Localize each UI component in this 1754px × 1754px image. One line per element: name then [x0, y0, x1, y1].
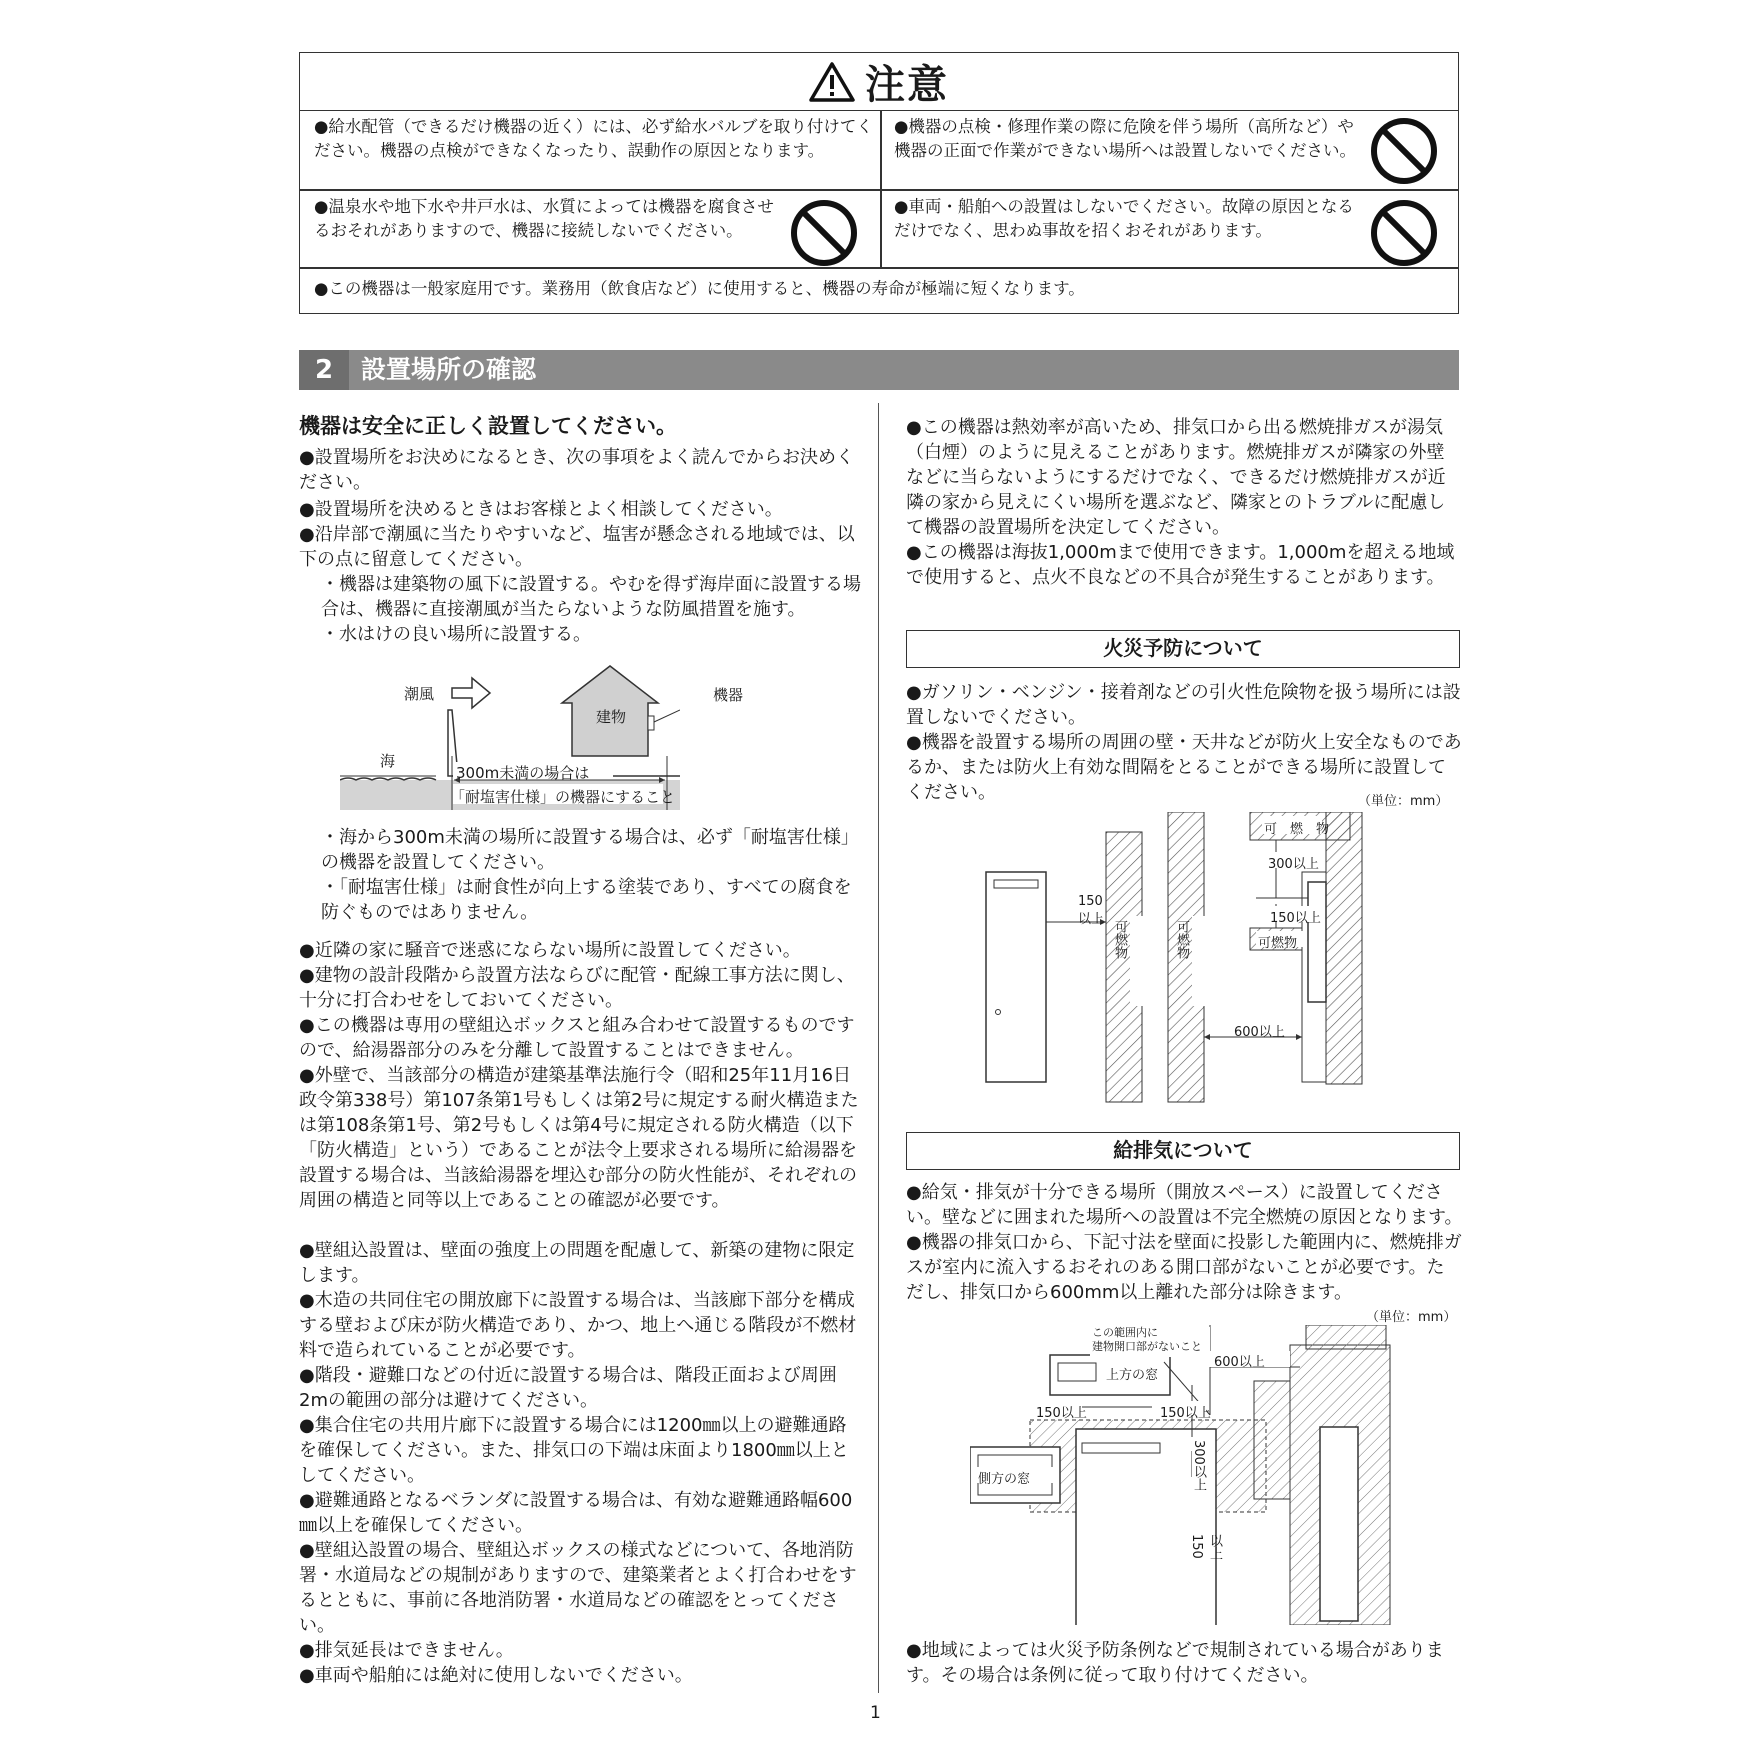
dimension-label: 150 — [1078, 894, 1103, 909]
dimension-label: 600以上 — [1214, 1355, 1265, 1370]
dimension-label: 以上 — [1207, 1534, 1222, 1560]
divider — [300, 267, 1458, 269]
prohibition-icon — [790, 199, 858, 267]
paragraph: ●この機器は熱効率が高いため、排気口から出る燃焼排ガスが湯気（白煙）のように見えることがあります。燃焼排ガスが隣家の外壁などに当らないようにするだけでなく、できるだけ燃焼排ガスが近隣の家から見えにくい場所を選ぶなど、隣家とのトラブルに配慮して機器の設置場所を決定してください。 — [906, 417, 1446, 538]
paragraph: ●集合住宅の共用片廊下に設置する場合には1200㎜以上の避難通路を確保してください。また、排気口の下端は床面より1800㎜以上としてください。 — [299, 1415, 849, 1486]
upper-window-label: 上方の窓 — [1106, 1368, 1159, 1383]
diagram-label-device: 機器 — [713, 686, 744, 704]
section-header — [299, 350, 1459, 390]
caution-title: 注意 — [865, 62, 949, 108]
paragraph: ●階段・避難口などの付近に設置する場合は、階段正面および周囲2mの範囲の部分は避けてください。 — [299, 1365, 837, 1411]
left-heading: 機器は安全に正しく設置してください。 — [299, 414, 677, 438]
paragraph: ・「耐塩害仕様」は耐食性が向上する塗装であり、すべての腐食を防ぐものではありません。 — [321, 877, 852, 923]
dimension-label: 150 — [1189, 1534, 1204, 1559]
fire-clearance-diagram — [980, 812, 1380, 1122]
paragraph: ・水はけの良い場所に設置する。 — [321, 624, 591, 645]
paragraph: ●壁組込設置の場合、壁組込ボックスの様式などについて、各地消防署・水道局などの規制がありますので、建築業者とよく打合わせをするとともに、事前に各地消防署・水道局などの確認をとってください。 — [299, 1540, 857, 1636]
diagram-note: 300m未満の場合は — [456, 764, 590, 782]
combustible-label: 可燃物 — [1258, 936, 1298, 951]
paragraph: ●この機器は専用の壁組込ボックスと組み合わせて設置するものですので、給湯器部分のみを分離して設置することはできません。 — [299, 1015, 855, 1061]
dimension-label: 150以上 — [1270, 911, 1321, 926]
diagram-label-wind: 潮風 — [404, 685, 435, 703]
caution-item: ●温泉水や地下水や井戸水は、水質によっては機器を腐食させるおそれがありますので、機器に接続しないでください。 — [314, 197, 774, 240]
page-number: 1 — [870, 1703, 881, 1723]
fire-prevention-heading: 火災予防について — [906, 630, 1460, 668]
side-window-label: 側方の窓 — [978, 1472, 1031, 1487]
ventilation-heading: 給排気について — [906, 1132, 1460, 1170]
paragraph: ●建物の設計段階から設置方法ならびに配管・配線工事方法に関し、十分に打合わせをしておいてください。 — [299, 965, 855, 1011]
caution-item: ●機器の点検・修理作業の際に危険を伴う場所（高所など）や機器の正面で作業ができない場所へは設置しないでください。 — [894, 117, 1356, 160]
combustible-label: 可燃物 — [1112, 920, 1127, 959]
paragraph: ●機器の排気口から、下記寸法を壁面に投影した範囲内に、燃焼排ガスが室内に流入するおそれのある開口部がないことが必要です。ただし、排気口から600mm以上離れた部分は除きます。 — [906, 1232, 1462, 1303]
caution-header — [300, 53, 1458, 111]
vent-note: 建物開口部がないこと — [1092, 1340, 1202, 1353]
dimension-label: 300以上 — [1268, 857, 1319, 872]
divider — [300, 189, 1458, 191]
warning-triangle-icon — [809, 61, 855, 103]
dimension-label: 300以上 — [1191, 1440, 1206, 1491]
vent-note: この範囲内に — [1092, 1326, 1158, 1339]
paragraph: ●設置場所をお決めになるとき、次の事項をよく読んでからお決めください。 — [299, 447, 854, 493]
column-divider — [878, 403, 879, 1693]
diagram-label-sea: 海 — [380, 752, 396, 770]
combustible-label: 可燃物 — [1174, 920, 1189, 959]
paragraph: ・海から300m未満の場所に設置する場合は、必ず「耐塩害仕様」の機器を設置してください。 — [321, 827, 859, 873]
caution-item: ●給水配管（できるだけ機器の近く）には、必ず給水バルブを取り付けてください。機器の点検ができなくなったり、誤動作の原因となります。 — [314, 117, 873, 160]
prohibition-icon — [1370, 199, 1438, 267]
combustible-label: 可 燃 物 — [1264, 822, 1330, 837]
unit-label: （単位：mm） — [1358, 794, 1449, 809]
paragraph: ●壁組込設置は、壁面の強度上の問題を配慮して、新築の建物に限定します。 — [299, 1240, 855, 1286]
caution-item: ●この機器は一般家庭用です。業務用（飲食店など）に使用すると、機器の寿命が極端に短くなります。 — [314, 279, 1085, 298]
caution-box — [299, 52, 1459, 314]
diagram-label-building: 建物 — [596, 708, 627, 726]
paragraph: ●外壁で、当該部分の構造が建築基準法施行令（昭和25年11月16日政令第338号）第107条第1号もしくは第2号に規定する耐火構造または第108条第1号、第2号もしくは第4号に規定される防火構造（以下「防火構造」という）であることが法令上要求される場所に給湯器を設置する場合は、当該給湯器を埋込む部分の防火性能が、それぞれの周囲の構造と同等以上であることの確認が必要です。 — [299, 1065, 859, 1211]
caution-item: ●車両・船舶への設置はしないでください。故障の原因となるだけでなく、思わぬ事故を招くおそれがあります。 — [894, 197, 1354, 240]
paragraph: ●沿岸部で潮風に当たりやすいなど、塩害が懸念される地域では、以下の点に留意してください。 — [299, 524, 855, 570]
dimension-label: 150以上 — [1160, 1406, 1211, 1421]
unit-label: （単位：mm） — [1366, 1310, 1457, 1325]
paragraph: ・機器は建築物の風下に設置する。やむを得ず海岸面に設置する場合は、機器に直接潮風が当たらないような防風措置を施す。 — [321, 574, 861, 620]
paragraph: ●木造の共同住宅の開放廊下に設置する場合は、当該廊下部分を構成する壁および床が防火構造であり、かつ、地上へ通じる階段が不燃材料で造られていることが必要です。 — [299, 1290, 857, 1361]
paragraph: ●給気・排気が十分できる場所（開放スペース）に設置してください。壁などに囲まれた場所への設置は不完全燃焼の原因となります。 — [906, 1182, 1463, 1228]
dimension-label: 600以上 — [1234, 1025, 1285, 1040]
paragraph: ●この機器は海抜1,000mまで使用できます。1,000mを超える地域で使用すると、点火不良などの不具合が発生することがあります。 — [906, 542, 1455, 588]
paragraph: ●ガソリン・ベンジン・接着剤などの引火性危険物を扱う場所には設置しないでください。 — [906, 682, 1461, 728]
paragraph: ●近隣の家に騒音で迷惑にならない場所に設置してください。 — [299, 940, 801, 961]
paragraph: ●地域によっては火災予防条例などで規制されている場合があります。その場合は条例に従って取り付けてください。 — [906, 1640, 1444, 1686]
paragraph: ●設置場所を決めるときはお客様とよく相談してください。 — [299, 499, 783, 520]
section-number: 2 — [299, 350, 349, 390]
paragraph: ●避難通路となるベランダに設置する場合は、有効な避難通路幅600㎜以上を確保してください。 — [299, 1490, 853, 1536]
dimension-label: 以上 — [1078, 912, 1105, 927]
dimension-label: 150以上 — [1036, 1406, 1087, 1421]
paragraph: ●機器を設置する場所の周囲の壁・天井などが防火上安全なものであるか、または防火上有効な間隔をとることができる場所に設置してください。 — [906, 732, 1462, 803]
section-title: 設置場所の確認 — [361, 355, 537, 384]
diagram-note: 「耐塩害仕様」の機器にすること — [450, 788, 676, 806]
paragraph: ●車両や船舶には絶対に使用しないでください。 — [299, 1665, 693, 1686]
paragraph: ●排気延長はできません。 — [299, 1640, 514, 1661]
prohibition-icon — [1370, 117, 1438, 185]
divider — [880, 111, 882, 267]
